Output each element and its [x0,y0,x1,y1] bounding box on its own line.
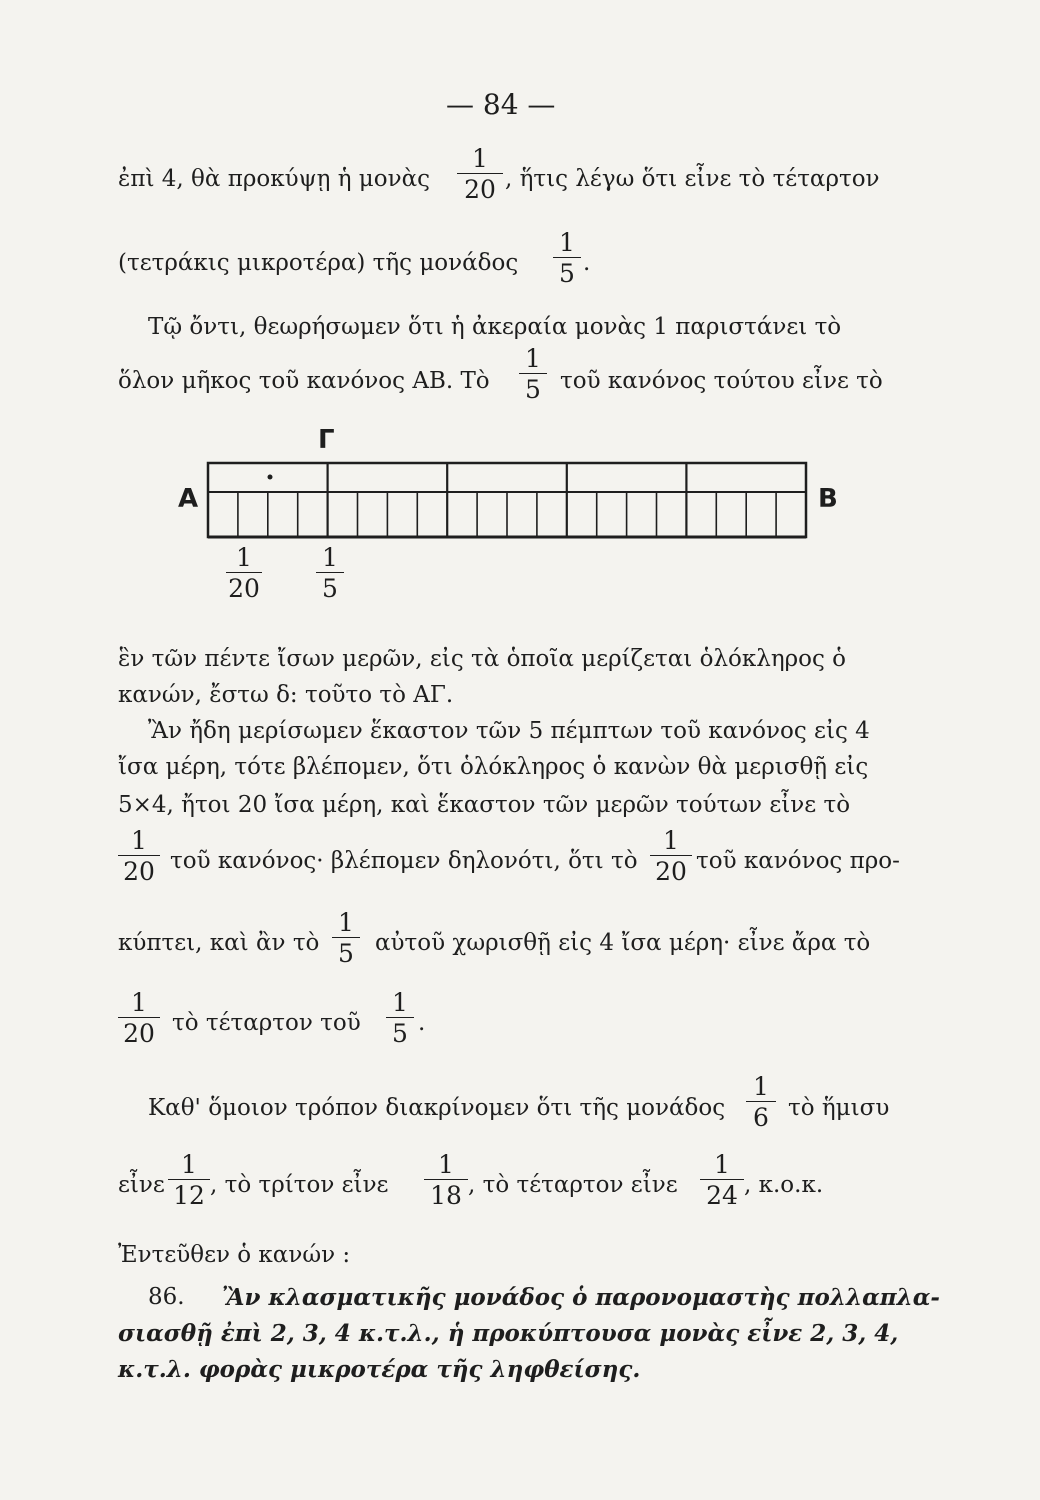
text-line: 5×4, ἤτοι 20 ἴσα μέρη, καὶ ἕκαστον τῶν μερῶν τούτων εἶνε τὸ [118,792,851,818]
numerator: 1 [131,988,147,1017]
numerator: 1 [753,1072,769,1101]
text-line: τὸ ἥμισυ [788,1095,890,1121]
text-line: ἓν τῶν πέντε ἴσων μερῶν, εἰς τὰ ὁποῖα μερίζεται ὁλόκληρος ὁ [118,646,847,672]
denominator: 5 [525,375,541,404]
denominator: 5 [392,1019,408,1048]
fraction-1-24 [700,1152,744,1208]
caption-fraction-1-5 [316,545,344,601]
text-line: Καθ' ὅμοιον τρόπον διακρίνομεν ὅτι τῆς μονάδος [148,1095,726,1121]
text-line: Τῷ ὄντι, θεωρήσωμεν ὅτι ἡ ἀκεραία μονὰς 1 παριστάνει τὸ [148,314,842,340]
text-line: τοῦ κανόνος τούτου εἶνε τὸ [560,368,883,394]
numerator: 1 [438,1150,454,1179]
text-line: αὐτοῦ χωρισθῇ εἰς 4 ἴσα μέρη· εἶνε ἄρα τὸ [375,930,871,956]
page-number: — 84 — [446,88,556,121]
text-line: Ἂν ἤδη μερίσωμεν ἕκαστον τῶν 5 πέμπτων τοῦ κανόνος εἰς 4 [148,718,870,744]
fraction-1-20 [650,828,692,884]
fraction-1-5 [386,990,414,1046]
text-line: ἐπὶ 4, θὰ προκύψῃ ἡ μονὰς [118,166,430,192]
label-b: Β [818,484,838,514]
text-line: τὸ τέταρτον τοῦ [172,1010,361,1036]
rule-text: κ.τ.λ. φορὰς μικροτέρα τῆς ληφθείσης. [118,1356,641,1383]
denominator: 18 [430,1181,462,1210]
fraction-1-12 [168,1152,210,1208]
text-line: κύπτει, καὶ ἂν τὸ [118,930,320,956]
numerator: 1 [559,228,575,257]
text-line: , ἥτις λέγω ὅτι εἶνε τὸ τέταρτον [505,166,880,192]
label-a: Α [178,484,199,514]
fraction-1-5 [519,346,547,402]
denominator: 5 [559,259,575,288]
rule-text: Ἂν κλασματικῆς μονάδος ὁ παρονομαστὴς πολλαπλα- [222,1284,940,1311]
denominator: 12 [173,1181,205,1210]
denominator: 6 [753,1103,769,1132]
numerator: 1 [525,344,541,373]
rule-text: σιασθῇ ἐπὶ 2, 3, 4 κ.τ.λ., ἡ προκύπτουσα μονὰς εἶνε 2, 3, 4, [118,1320,899,1347]
denominator: 24 [706,1181,738,1210]
text-line: εἶνε [118,1172,165,1198]
denominator: 20 [464,175,496,204]
numerator: 1 [322,543,338,572]
text-line: ὅλον μῆκος τοῦ κανόνος ΑΒ. Τὸ [118,368,490,394]
text-line: , τὸ τέταρτον εἶνε [468,1172,678,1198]
fraction-1-20 [118,990,160,1046]
denominator: 5 [338,939,354,968]
text-line: (τετράκις μικροτέρα) τῆς μονάδος [118,250,519,276]
denominator: 20 [228,574,260,603]
denominator: 20 [655,857,687,886]
fraction-1-5 [553,230,581,286]
ruler-mark [268,475,273,480]
fraction-1-5 [332,910,360,966]
text-line: κανών, ἔστω δ: τοῦτο τὸ ΑΓ. [118,682,454,708]
ruler-figure [200,455,820,545]
text-line: , τὸ τρίτον εἶνε [210,1172,389,1198]
numerator: 1 [338,908,354,937]
fraction-1-6 [746,1074,776,1130]
numerator: 1 [236,543,252,572]
text-line: τοῦ κανόνος· βλέπομεν δηλονότι, ὅτι τὸ [170,848,638,874]
denominator: 20 [123,1019,155,1048]
label-gamma: Γ [318,425,335,455]
text-line: ἴσα μέρη, τότε βλέπομεν, ὅτι ὁλόκληρος ὁ κανὼν θὰ μερισθῇ εἰς [118,754,869,780]
fraction-1-20 [118,828,160,884]
text-line: , κ.ο.κ. [744,1172,824,1198]
text-line: τοῦ κανόνος προ- [696,848,900,874]
fraction-1-20 [457,146,503,202]
numerator: 1 [131,826,147,855]
denominator: 20 [123,857,155,886]
numerator: 1 [181,1150,197,1179]
text-line: . [583,250,591,276]
fraction-1-18 [424,1152,468,1208]
numerator: 1 [714,1150,730,1179]
caption-fraction-1-20 [226,545,262,601]
numerator: 1 [392,988,408,1017]
rule-number: 86. [148,1284,185,1310]
denominator: 5 [322,574,338,603]
rule-intro: Ἐντεῦθεν ὁ κανών : [118,1242,351,1268]
text-line: . [418,1010,426,1036]
numerator: 1 [663,826,679,855]
numerator: 1 [472,144,488,173]
